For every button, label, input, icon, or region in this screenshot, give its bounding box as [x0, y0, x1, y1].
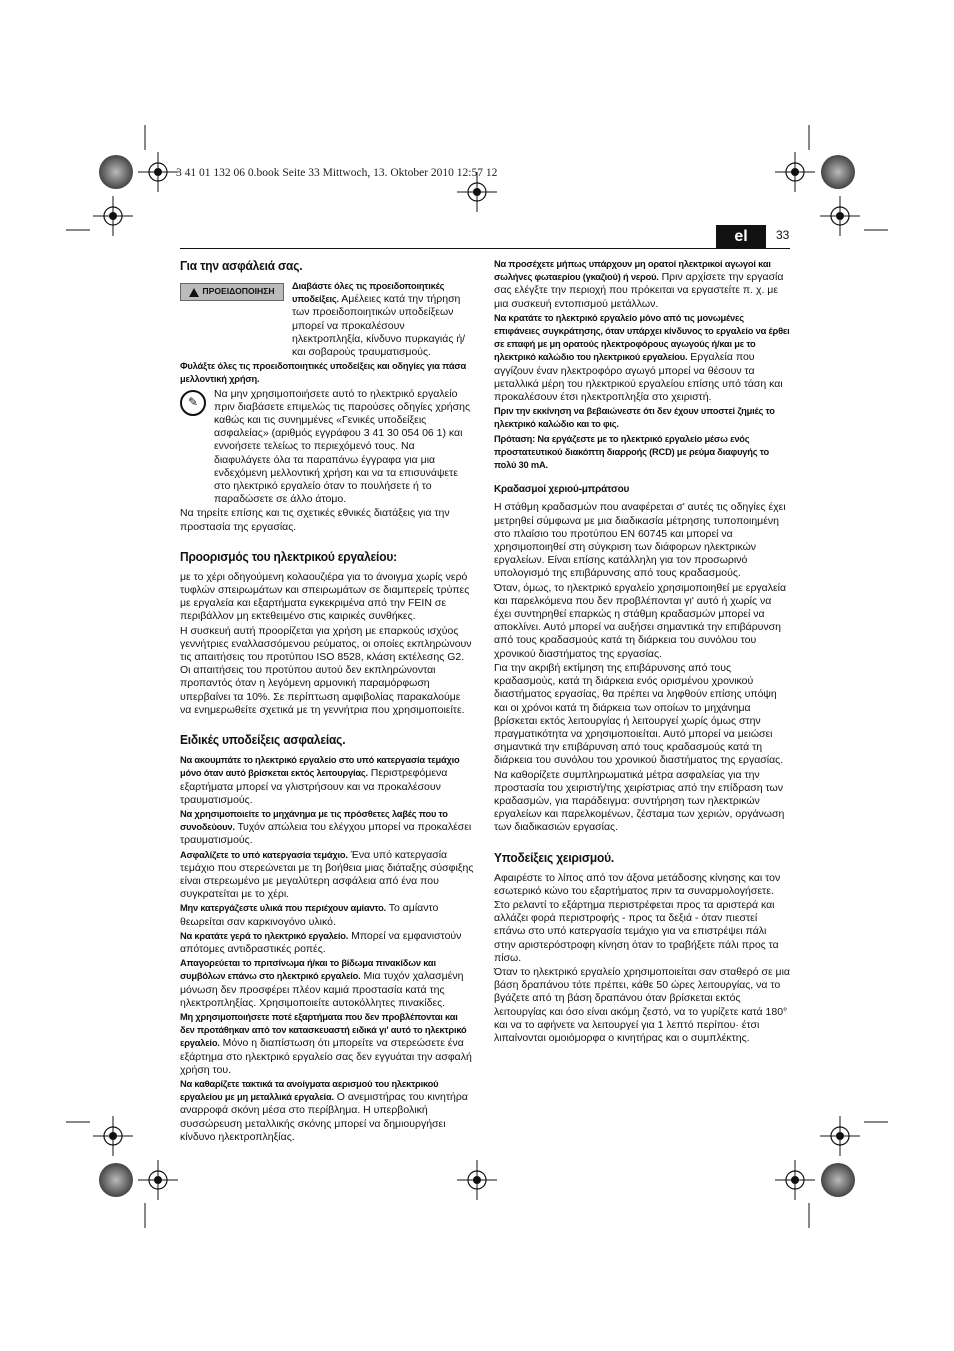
read-text: Να μην χρησιμοποιήσετε αυτό το ηλεκτρικό εργαλείο πριν διαβάσετε επιμελώς τις παρούσες οδηγίες χρήσης καθώς και τις συνημμένες «Γενικές υποδείξεις ασφαλείας» (αριθμός εγγράφου 3 41 30 054 06 1) και εννοήσετε τελείως το περιεχόμενό τους. Να διαφυλάγετε όλα τα παραπάνω έγγραφα για μια ενδεχόμενη μελλοντική χρήση και να τα επισυνάψετε στο ηλεκτρικό εργαλείο όταν το πουλήσετε ή το παραδώσετε σε άλλο άτομο.: [214, 387, 471, 506]
purpose-text-2: Η συσκευή αυτή προορίζεται για χρήση με επαρκούς ισχύος γεννήτριες εναλλασσόμενου ρεύματος, οι οποίες εκπληρώνουν τις απαιτήσεις του προτύπου ISO 8528, κλάση εκτέλεσης G2. Οι απαιτήσεις του προτύπου αυτού δεν εκπληρώνονται προπαντός όταν η λεγόμενη αρμονική παραμόρφωση υπερβαίνει τα 10%. Σε περίπτωση αμφιβολίας παρακαλούμε να ενημερωθείτε σχετικά με τη γεννήτρια που χρησιμοποιείτε.: [180, 624, 472, 716]
color-target-br: [821, 1163, 855, 1197]
check-cable: Πριν την εκκίνηση να βεβαιώνεστε ότι δεν έχουν υποστεί ζημιές το ηλεκτρικό καλώδιο και το φις.: [494, 406, 775, 430]
color-target-bl: [99, 1163, 133, 1197]
color-target-tr: [821, 155, 855, 189]
warning-triangle-icon: [189, 288, 199, 297]
heading-special-safety: Ειδικές υποδείξεις ασφαλείας.: [180, 732, 346, 748]
operation-3: Όταν το ηλεκτρικό εργαλείο χρησιμοποιείται σαν σταθερό σε μια βάση δραπάνου τότε πρέπει, κάθε 50 ώρες λειτουργίας, να το βγάζετε από τη βάση δραπάνου όταν βρίσκεται εκτός λειτουργίας και όσο είναι ακόμη ζεστό, να το γυρίζετε κατά 180° και να το αφήνετε να λειτουργεί για 1 λεπτό περίπου· έτσι λιπαίνονται ομοιόμορφα ο κινητήρας και ο συμπλέκτης.: [494, 965, 790, 1044]
keep-instructions: Φυλάξτε όλες τις προειδοποιητικές υποδείξεις και οδηγίες για πάσα μελλοντική χρήση.: [180, 361, 467, 385]
read-manual-block: [180, 388, 474, 508]
warn-text: Αμέλειες κατά την τήρηση των προειδοποιητικών υποδείξεων μπορεί να προκαλέσουν ηλεκτροπληξία, κίνδυνο πυρκαγιάς ή/και σοβαρούς τραυματισμούς.: [292, 293, 466, 359]
header-rule: [180, 248, 790, 249]
read-manual-icon: ✎: [180, 390, 206, 416]
special-4: Μην κατεργάζεστε υλικά που περιέχουν αμίαντο. Το αμίαντο θεωρείται σαν καρκινογόνο υλικό.: [180, 902, 439, 928]
special-3: Ασφαλίζετε το υπό κατεργασία τεμάχιο. Ένα υπό κατεργασία τεμάχιο που στερεώνεται με τη βοήθεια μιας διάταξης σύσφιξης είναι στερεωμένο με μεγαλύτερη ασφάλεια από ένα που συγκρατείται με το χέρι.: [180, 848, 474, 901]
special-7: Μη χρησιμοποιήσετε ποτέ εξαρτήματα που δεν προβλέπονται και δεν προτάθηκαν από τον κατασκευαστή ειδικά γι' αυτό το ηλεκτρικό εργαλείο. Μόνο η διαπίστωση ότι μπορείτε να στερεώσετε ένα εξάρτημα στο ηλεκτρικό εργαλείο σας δεν εγγυάται την ασφαλή χρήση του.: [180, 1011, 472, 1076]
vibration-4: Να καθορίζετε συμπληρωματικά μέτρα ασφαλείας για την προστασία του χειριστή/της χειρίστριας από την επίδραση των κραδασμών, για παράδειγμα: συντήρηση των ηλεκτρικών εργαλείων και παρελκομένων, ζέσταμα των χεριών, οργάνωση των διαδικασιών εργασίας.: [494, 768, 785, 834]
warning-label: ΠΡΟΕΙΔΟΠΟΙΗΣΗ: [202, 286, 275, 297]
print-header: 3 41 01 132 06 0.book Seite 33 Mittwoch, 13. Oktober 2010 12:57 12: [176, 167, 498, 179]
special-6: Απαγορεύεται το πριτσίνωμα ή/και το βίδωμα πινακίδων και συμβόλων επάνω στο ηλεκτρικό εργαλείο. Μια τυχόν χαλασμένη μόνωση δεν προσφέρει πλέον καμιά προστασία κατά της ηλεκτροπληξίας. Χρησιμοποιείτε αυτοκόλλητες πινακίδες.: [180, 958, 464, 1009]
warning-badge: [180, 283, 284, 301]
color-target-tl: [99, 155, 133, 189]
special-2: Να χρησιμοποιείτε το μηχάνημα με τις πρόσθετες λαβές που το συνοδεύουν. Τυχόν απώλεια του ελέγχου μπορεί να προκαλέσει τραυματισμούς.: [180, 808, 472, 847]
warning-block: [180, 280, 474, 360]
operation-2: Στο ρελαντί το εξάρτημα περιστρέφεται προς τα αριστερά και αλλάζει φορά περιστροφής - προς τα δεξιά - όταν πιεστεί επάνω στο υπό κατεργασία τεμάχιο για να επιστρέψει πάλι στην αριστερόστροφη κίνηση όταν το τραβήξετε πάλι προς τα πίσω.: [494, 898, 779, 964]
special-8: Να καθαρίζετε τακτικά τα ανοίγματα αερισμού του ηλεκτρικού εργαλείου με μη μεταλλικά εργαλεία. Ο ανεμιστήρας του κινητήρα αναρροφά σκόνη μέσα στο περίβλημα. Η υπερβολική συσσώρευση μεταλλικής σκόνης μπορεί να δημιουργήσει κίνδυνο ηλεκτροπληξίας.: [180, 1078, 468, 1143]
heading-safety: Για την ασφάλειά σας.: [180, 258, 303, 273]
heading-purpose: Προορισμός του ηλεκτρικού εργαλείου:: [180, 548, 397, 564]
right-column: [494, 258, 790, 1046]
national-text: Να τηρείτε επίσης και τις σχετικές εθνικές διατάξεις για την προστασία της εργασίας.: [180, 507, 450, 533]
cable-warning: Να προσέχετε μήπως υπάρχουν μη ορατοί ηλεκτρικοί αγωγοί και σωλήνες φωταερίου (γκαζιού) ή νερού. Πριν αρχίσετε την εργασία σας ελέγξτε την περιοχή που πρόκειται να εργαστείτε π. χ. με μια συσκευή εντοπισμού μετάλλων.: [494, 259, 784, 310]
vibration-2: Όταν, όμως, το ηλεκτρικό εργαλείο χρησιμοποιηθεί με εργαλεία και παρελκόμενα που δεν προβλέπονται γι' αυτό ή χωρίς να έχει συντηρηθεί επαρκώς η στάθμη κραδασμών μπορεί να αποκλίνει. Αυτό μπορεί να αυξήσει σημαντικά την επιβάρυνση από τους κραδασμούς κατά τη διάρκεια του συνόλου του χρονικού διαστήματος της εργασίας.: [494, 581, 787, 660]
warn-bold: Διαβάστε όλες τις προειδοποιητικές υποδείξεις.: [292, 281, 445, 305]
heading-operation: Υποδείξεις χειρισμού.: [494, 849, 615, 865]
heading-vibration: Κραδασμοί χεριού-μπράτσου: [494, 484, 630, 496]
page-number: 33: [776, 228, 790, 242]
special-5: Να κρατάτε γερά το ηλεκτρικό εργαλείο. Μπορεί να εμφανιστούν απότομες αντιδραστικές ροπές.: [180, 929, 462, 955]
vibration-3: Για την ακριβή εκτίμηση της επιβάρυνσης από τους κραδασμούς, κατά τη διάρκεια ενός ορισμένου χρονικού διαστήματος εργασίας, θα πρέπει να ληφθούν επίσης υπόψη και οι χρόνοι κατά τη διάρκεια των οποίων το μηχάνημα βρίσκεται εκτός λειτουργίας ή λειτουργεί χωρίς όμως στην πραγματικότητα να χρησιμοποιείται. Αυτό μπορεί να μειώσει σημαντικά την επιβάρυνση από τους κραδασμούς κατά τη διάρκεια του συνόλου του χρονικού διαστήματος της εργασίας.: [494, 661, 784, 767]
language-badge: el: [716, 225, 766, 249]
operation-1: Αφαιρέστε το λίπος από τον άξονα μετάδοσης κίνησης και τον εσωτερικό κώνο του εξαρτήματος πριν τα συναρμολογήσετε.: [494, 871, 781, 897]
left-column: [180, 258, 474, 1145]
rcd-recommendation: Πρόταση: Να εργάζεστε με το ηλεκτρικό εργαλείο μέσω ενός προστατευτικού διακόπτη διαρροής (RCD) με ρεύμα διαφυγής το πολύ 30 mA.: [494, 433, 769, 471]
insulated-grip: Να κρατάτε το ηλεκτρικό εργαλείο μόνο από τις μονωμένες επιφάνειες συγκράτησης, όταν υπάρχει κίνδυνος το εργαλείο να έρθει σε επαφή με μη ορατούς ηλεκτροφόρους αγωγούς ή/και με το ηλεκτρικό καλώδιο του ηλεκτρικού εργαλείου. Εργαλεία που αγγίζουν έναν ηλεκτροφόρο αγωγό μπορεί να θέσουν τα μεταλλικά μέρη του ηλεκτρικού εργαλείου επίσης υπό τάση και προκαλέσουν έτσι ηλεκτροπληξία στο χειριστή.: [494, 312, 790, 404]
vibration-1: Η στάθμη κραδασμών που αναφέρεται σ' αυτές τις οδηγίες έχει μετρηθεί σύμφωνα με μια διαδικασία μέτρησης τυποποιημένη στο πλαίσιο του προτύπου EN 60745 και μπορεί να χρησιμοποιηθεί στη σύγκριση των διάφορων ηλεκτρικών εργαλείων. Είναι επίσης κατάλληλη για τον προσωρινό υπολογισμό της επιβάρυνσης από τους κραδασμούς.: [494, 501, 786, 580]
purpose-text-1: με το χέρι οδηγούμενη κολαουζιέρα για το άνοιγμα χωρίς νερό τυφλών σπειρωμάτων και σπειρωμάτων σε διαμπερείς τρύπες με εργαλεία και εξαρτήματα εγκεκριμένα από την FEIN σε περιβάλλον μη εκτεθειμένο στις καιρικές συνθήκες.: [180, 570, 470, 623]
special-1: Να ακουμπάτε το ηλεκτρικό εργαλείο στο υπό κατεργασία τεμάχιο μόνο όταν αυτό βρίσκεται εκτός λειτουργίας. Περιστρεφόμενα εξαρτήματα μπορεί να γλιστρήσουν και να προκαλέσουν τραυματισμούς.: [180, 755, 460, 806]
